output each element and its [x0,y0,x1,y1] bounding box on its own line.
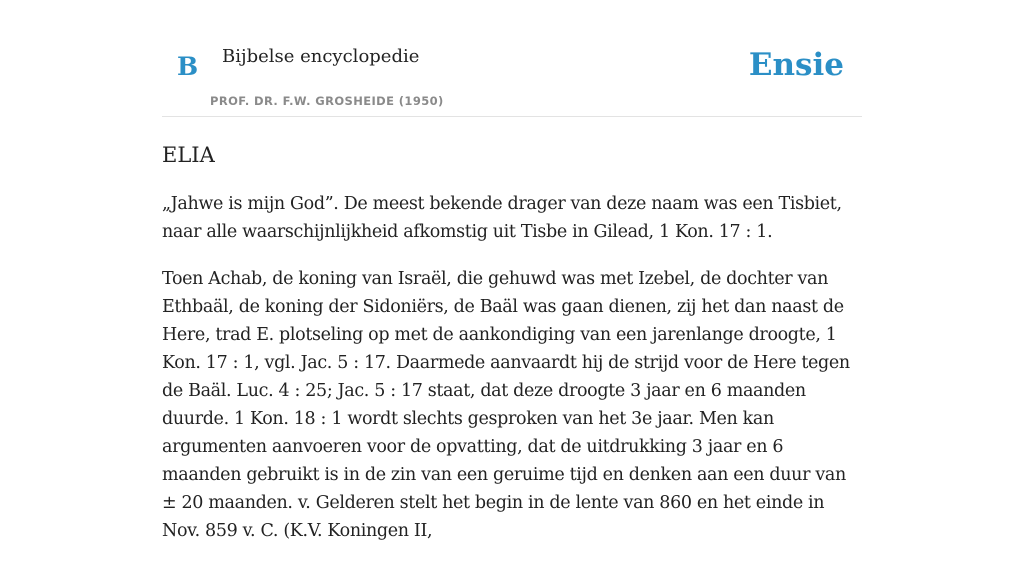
article [162,140,862,564]
book-author: PROF. DR. F.W. GROSHEIDE (1950) [210,94,444,108]
ensie-logo[interactable]: Ensie [748,47,844,83]
article-title: ELIA [162,143,215,167]
site-header [162,0,862,117]
article-paragraph-1: „Jahwe is mijn God”. De meest bekende drager van deze naam was een Tisbiet, naar alle waarschijnlijkheid afkomstig uit Tisbe in Gilead, 1 Kon. 17 : 1. [162,194,842,242]
book-title-link[interactable]: Bijbelse encyclopedie [222,46,420,67]
book-badge-icon[interactable]: B [177,52,199,81]
article-paragraph-2: Toen Achab, de koning van Israël, die gehuwd was met Izebel, de dochter van Ethbaäl, de koning der Sidoniërs, de Baäl was gaan dienen, zij het dan naast de Here, trad E. plotseling op met de aankondiging van een jarenlange droogte, 1 Kon. 17 : 1, vgl. Jac. 5 : 17. Daarmede aanvaardt hij de strijd voor de Here tegen de Baäl. Luc. 4 : 25; Jac. 5 : 17 staat, dat deze droogte 3 jaar en 6 maanden duurde. 1 Kon. 18 : 1 wordt slechts gesproken van het 3e jaar. Men kan argumenten aanvoeren voor de opvatting, dat de uitdrukking 3 jaar en 6 maanden gebruikt is in de zin van een geruime tijd en denken aan een duur van ± 20 maanden. v. Gelderen stelt het begin in de lente van 860 en het einde in Nov. 859 v. C. (K.V. Koningen II, [162,269,850,541]
